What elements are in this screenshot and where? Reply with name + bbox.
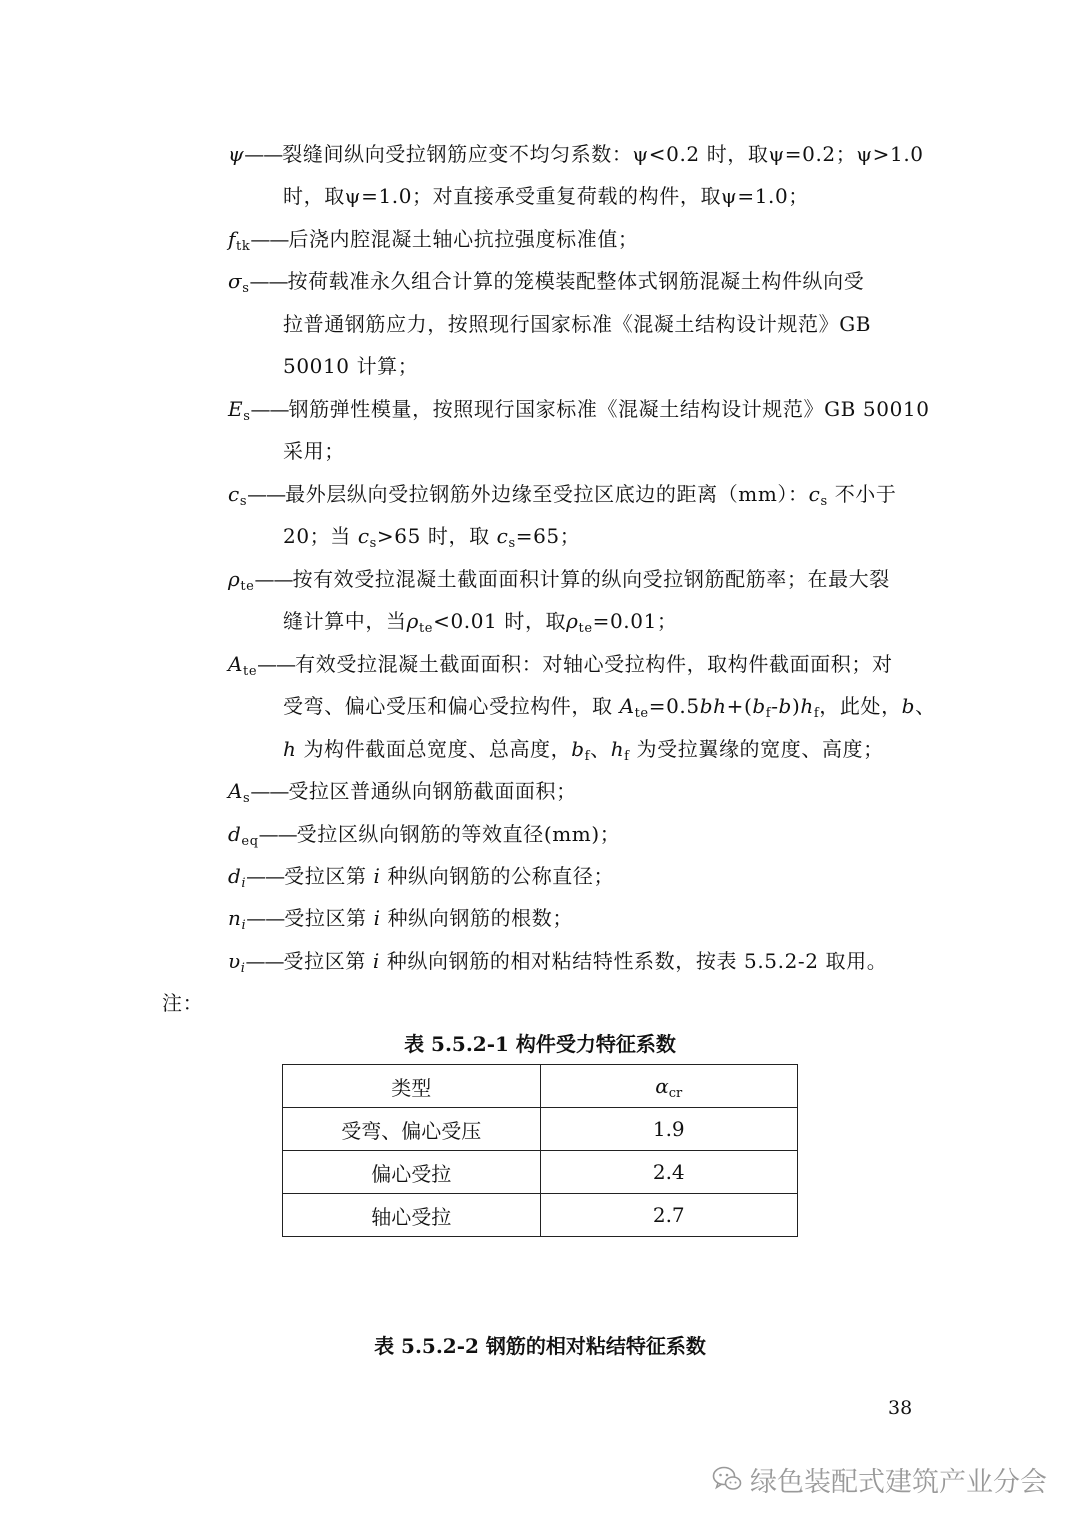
definition-rho-te-cont: 缝计算中，当$\rho_{te}<0.01$ 时，取$\rho_{te}=0.01$； bbox=[283, 609, 678, 636]
definition-ftk: $f_{tk}——$后浇内腔混凝土轴心抗拉强度标准值； bbox=[228, 227, 639, 254]
table-cell-value: 2.7 bbox=[540, 1194, 798, 1237]
wechat-icon bbox=[712, 1465, 742, 1493]
note-label: 注： bbox=[162, 991, 204, 1015]
table1 bbox=[282, 1064, 798, 1237]
table-cell-type: 受弯、偏心受压 bbox=[283, 1108, 541, 1151]
table-header-type: 类型 bbox=[283, 1065, 541, 1108]
definition-cs-cont: 20；当 $c_s>65$ 时，取 $c_s=65$； bbox=[283, 524, 581, 551]
definition-sigma-s: $\sigma_s——$按荷载准永久组合计算的笼模装配整体式钢筋混凝土构件纵向受 bbox=[228, 269, 865, 296]
page-number: 38 bbox=[888, 1397, 913, 1419]
table-row bbox=[283, 1108, 798, 1151]
definition-sigma-s-cont2: 50010 计算； bbox=[283, 354, 419, 378]
definition-ate: $A_{te}——$有效受拉混凝土截面面积：对轴心受拉构件，取构件截面面积；对 bbox=[228, 652, 893, 679]
watermark-text: 绿色装配式建筑产业分会 bbox=[750, 1466, 1047, 1498]
definition-as: $A_s——$受拉区普通纵向钢筋截面面积； bbox=[228, 779, 577, 806]
definition-di: $d_i——$受拉区第 i 种纵向钢筋的公称直径； bbox=[228, 864, 615, 891]
table1-caption: 表 5.5.2-1 构件受力特征系数 bbox=[404, 1032, 676, 1056]
table2-caption: 表 5.5.2-2 钢筋的相对粘结特征系数 bbox=[374, 1334, 706, 1358]
table-cell-value: 1.9 bbox=[540, 1108, 798, 1151]
watermark bbox=[712, 1461, 1047, 1497]
definition-ate-cont: 受弯、偏心受压和偏心受拉构件，取 $A_{te}=0.5bh+(b_f-b)h_f$，此处，b、 bbox=[283, 694, 936, 721]
table-cell-value: 2.4 bbox=[540, 1151, 798, 1194]
definition-cs: $c_s——$最外层纵向受拉钢筋外边缘至受拉区底边的距离（mm）：$c_s$ 不小于 bbox=[228, 482, 897, 509]
definition-ate-cont2: h 为构件截面总宽度、总高度，$b_f$、$h_f$ 为受拉翼缘的宽度、高度； bbox=[283, 737, 884, 764]
definition-sigma-s-cont: 拉普通钢筋应力，按照现行国家标准《混凝土结构设计规范》GB bbox=[283, 312, 872, 336]
definition-es-cont: 采用； bbox=[283, 439, 345, 463]
table-row bbox=[283, 1194, 798, 1237]
definition-psi-cont: 时，取ψ=1.0；对直接承受重复荷载的构件，取ψ=1.0； bbox=[283, 184, 809, 208]
table-header-alpha: $\alpha_{cr}$ bbox=[540, 1065, 798, 1108]
definition-vi: $\upsilon_i——$受拉区第 i 种纵向钢筋的相对粘结特性系数，按表 5.5.2-2 取用。 bbox=[228, 949, 888, 976]
table-cell-type: 轴心受拉 bbox=[283, 1194, 541, 1237]
definition-ni: $n_i——$受拉区第 i 种纵向钢筋的根数； bbox=[228, 906, 573, 933]
table-cell-type: 偏心受拉 bbox=[283, 1151, 541, 1194]
definition-es: $E_s——$钢筋弹性模量，按照现行国家标准《混凝土结构设计规范》GB 50010 bbox=[228, 397, 930, 424]
definition-deq: $d_{eq}——$受拉区纵向钢筋的等效直径(mm)； bbox=[228, 822, 621, 849]
table-header-row bbox=[283, 1065, 798, 1108]
table-row bbox=[283, 1151, 798, 1194]
definition-psi: ψ——裂缝间纵向受拉钢筋应变不均匀系数：ψ<0.2 时，取ψ=0.2；ψ>1.0 bbox=[228, 142, 924, 166]
definition-rho-te: $\rho_{te}——$按有效受拉混凝土截面面积计算的纵向受拉钢筋配筋率；在最大裂 bbox=[228, 567, 890, 594]
